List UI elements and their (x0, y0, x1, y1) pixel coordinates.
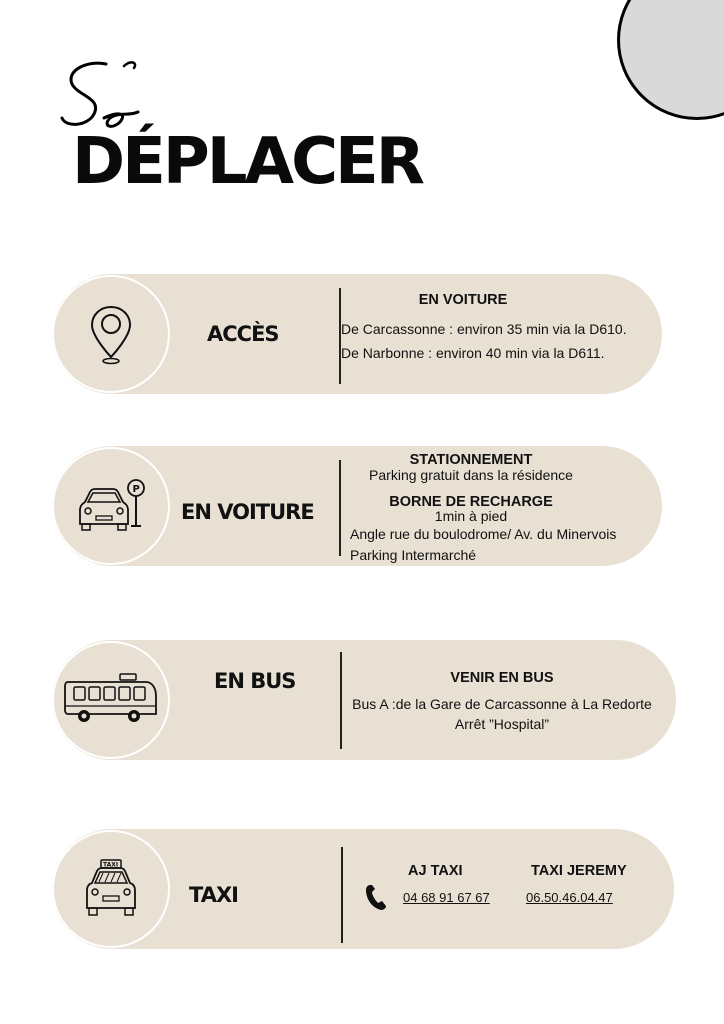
taxi1-name: AJ TAXI (408, 863, 463, 879)
bus-heading: VENIR EN BUS (450, 670, 554, 686)
bus-icon (62, 672, 160, 728)
acces-line-1: De Carcassonne : environ 35 min via la D610. (341, 321, 627, 337)
decorative-corner-circle (617, 0, 724, 120)
voiture-line-distance: 1min à pied (434, 508, 508, 524)
voiture-heading-stationnement: STATIONNEMENT (409, 452, 533, 468)
svg-text:TAXI: TAXI (103, 861, 119, 869)
voiture-line-intermarche: Parking Intermarché (350, 547, 477, 563)
location-pin-icon (88, 303, 134, 365)
bus-line-route: Bus A :de la Gare de Carcassonne à La Redorte (352, 696, 652, 712)
voiture-line-angle: Angle rue du boulodrome/ Av. du Minervois (350, 526, 617, 542)
taxi1-phone-link[interactable]: 04 68 91 67 67 (403, 890, 490, 905)
card-taxi (52, 829, 674, 949)
acces-line-2: De Narbonne : environ 40 min via la D611. (341, 345, 605, 361)
taxi2-name: TAXI JEREMY (531, 863, 627, 879)
section-label-taxi: TAXI (189, 883, 238, 907)
icon-circle-voiture (52, 447, 170, 565)
acces-heading: EN VOITURE (418, 292, 508, 308)
card-en-voiture (52, 446, 662, 566)
icon-circle-acces (52, 275, 170, 393)
section-label-bus: EN BUS (214, 669, 296, 693)
icon-circle-taxi (52, 830, 170, 948)
voiture-heading-borne: BORNE DE RECHARGE (389, 494, 553, 510)
card-acces (52, 274, 662, 394)
voiture-line-parking: Parking gratuit dans la résidence (369, 467, 573, 483)
svg-text:P: P (132, 484, 140, 495)
bus-line-stop: Arrêt ”Hospital” (454, 716, 550, 732)
page-title: DÉPLACER (72, 125, 423, 199)
icon-circle-bus (52, 641, 170, 759)
section-label-acces: ACCÈS (207, 322, 279, 346)
divider-voiture (339, 460, 341, 556)
taxi-icon (81, 858, 141, 920)
divider-taxi (341, 847, 343, 943)
car-parking-icon (76, 478, 146, 534)
taxi2-phone-link[interactable]: 06.50.46.04.47 (526, 890, 613, 905)
phone-icon (365, 883, 387, 911)
card-en-bus (52, 640, 676, 760)
section-label-voiture: EN VOITURE (181, 500, 314, 524)
